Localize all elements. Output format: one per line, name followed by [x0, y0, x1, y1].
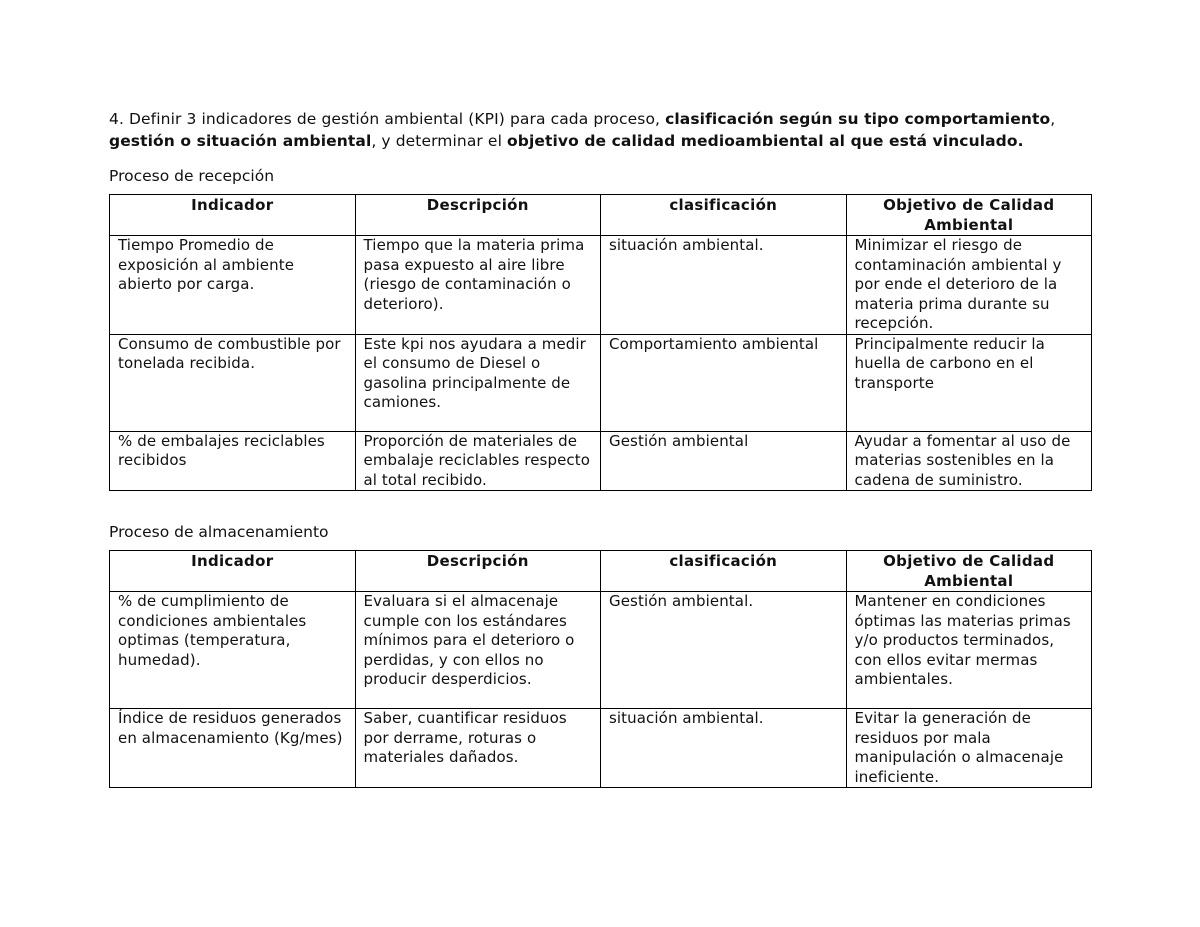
- section-title-recepcion: Proceso de recepción: [109, 167, 275, 185]
- section-title-almacenamiento: Proceso de almacenamiento: [109, 523, 329, 541]
- intro-text-1: 4. Definir 3 indicadores de gestión ambiental (KPI) para cada proceso,: [109, 110, 666, 128]
- cell-indicador: Índice de residuos generados en almacenamiento (Kg/mes): [110, 709, 356, 788]
- cell-descripcion: Saber, cuantificar residuos por derrame, roturas o materiales dañados.: [355, 709, 601, 788]
- table-almacenamiento: [109, 550, 1092, 788]
- cell-clasificacion: Gestión ambiental: [601, 431, 847, 491]
- table-row: [110, 592, 1092, 709]
- cell-descripcion: Evaluara si el almacenaje cumple con los estándares mínimos para el deterioro o perdidas, y con ellos no producir desperdicios.: [355, 592, 601, 709]
- intro-bold-3: objetivo de calidad medioambiental al que está vinculado.: [507, 132, 1024, 150]
- header-descripcion: Descripción: [355, 195, 601, 236]
- table-row: [110, 431, 1092, 491]
- cell-objetivo: Ayudar a fomentar al uso de materias sostenibles en la cadena de suministro.: [846, 431, 1092, 491]
- table-row: [110, 236, 1092, 335]
- intro-text-3: , y determinar el: [371, 132, 507, 150]
- cell-objetivo: Evitar la generación de residuos por mala manipulación o almacenaje ineficiente.: [846, 709, 1092, 788]
- intro-bold-2: gestión o situación ambiental: [109, 132, 372, 150]
- table-row: [110, 709, 1092, 788]
- header-indicador: Indicador: [110, 551, 356, 592]
- cell-indicador: Tiempo Promedio de exposición al ambiente abierto por carga.: [110, 236, 356, 335]
- header-objetivo: Objetivo de Calidad Ambiental: [846, 195, 1092, 236]
- cell-clasificacion: Gestión ambiental.: [601, 592, 847, 709]
- cell-descripcion: Este kpi nos ayudara a medir el consumo de Diesel o gasolina principalmente de camiones.: [355, 334, 601, 431]
- header-indicador: Indicador: [110, 195, 356, 236]
- cell-indicador: Consumo de combustible por tonelada recibida.: [110, 334, 356, 431]
- cell-objetivo: Minimizar el riesgo de contaminación ambiental y por ende el deterioro de la materia prima durante su recepción.: [846, 236, 1092, 335]
- cell-descripcion: Proporción de materiales de embalaje reciclables respecto al total recibido.: [355, 431, 601, 491]
- table-header-row: [110, 195, 1092, 236]
- cell-objetivo: Principalmente reducir la huella de carbono en el transporte: [846, 334, 1092, 431]
- document-page: [109, 108, 1091, 788]
- cell-clasificacion: situación ambiental.: [601, 709, 847, 788]
- table-row: [110, 334, 1092, 431]
- header-objetivo: Objetivo de Calidad Ambiental: [846, 551, 1092, 592]
- intro-paragraph: [109, 108, 1091, 152]
- cell-indicador: % de embalajes reciclables recibidos: [110, 431, 356, 491]
- cell-descripcion: Tiempo que la materia prima pasa expuesto al aire libre (riesgo de contaminación o deterioro).: [355, 236, 601, 335]
- header-clasificacion: clasificación: [601, 551, 847, 592]
- table-header-row: [110, 551, 1092, 592]
- intro-text-2: ,: [1050, 110, 1056, 128]
- cell-indicador: % de cumplimiento de condiciones ambientales optimas (temperatura, humedad).: [110, 592, 356, 709]
- intro-bold-1: clasificación según su tipo comportamiento: [665, 110, 1051, 128]
- cell-clasificacion: Comportamiento ambiental: [601, 334, 847, 431]
- table-recepcion: [109, 194, 1092, 491]
- cell-clasificacion: situación ambiental.: [601, 236, 847, 335]
- header-descripcion: Descripción: [355, 551, 601, 592]
- header-clasificacion: clasificación: [601, 195, 847, 236]
- cell-objetivo: Mantener en condiciones óptimas las materias primas y/o productos terminados, con ellos evitar mermas ambientales.: [846, 592, 1092, 709]
